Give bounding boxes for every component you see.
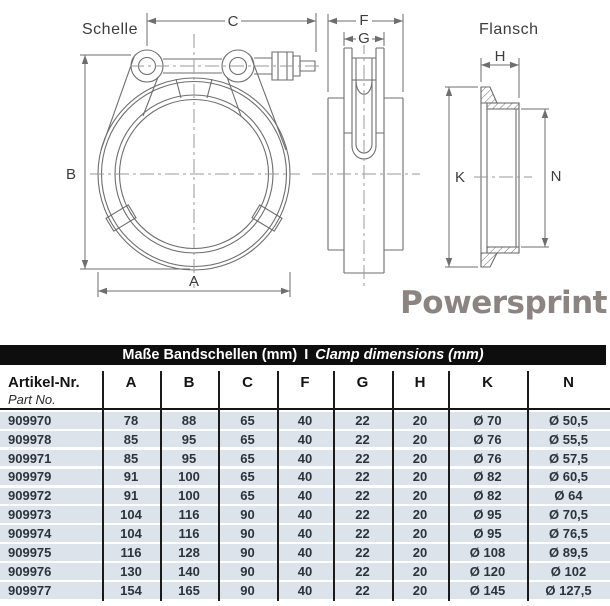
dim-cell-n: Ø 64	[554, 488, 583, 504]
dim-cell-f: 40	[297, 526, 313, 542]
column-header-h: H	[414, 374, 426, 391]
dim-cell-n: Ø 76,5	[548, 526, 589, 542]
dim-cell-f: 40	[297, 469, 313, 485]
dim-cell-n: Ø 89,5	[548, 544, 589, 560]
dim-label-f: F	[359, 12, 369, 29]
dim-cell-k: Ø 108	[469, 544, 506, 560]
dim-cell-f: 40	[297, 488, 313, 504]
dim-label-b: B	[65, 166, 77, 183]
dim-cell-g: 22	[355, 563, 370, 579]
dim-label-h: H	[494, 48, 506, 65]
table-row	[0, 469, 610, 486]
dim-cell-b: 95	[181, 450, 197, 466]
dim-cell-n: Ø 127,5	[545, 582, 592, 598]
dim-cell-b: 88	[181, 412, 197, 428]
dim-cell-a: 104	[120, 507, 142, 523]
part-number-cell: 909970	[8, 412, 52, 428]
table-row	[0, 582, 610, 599]
column-divider	[102, 371, 104, 601]
dim-cell-k: Ø 76	[473, 450, 502, 466]
column-header-f: F	[300, 374, 310, 391]
column-header-c: C	[242, 374, 253, 391]
dim-cell-c: 90	[240, 544, 255, 560]
table-row	[0, 450, 610, 467]
dim-label-a: A	[188, 273, 200, 290]
dim-cell-a: 85	[123, 450, 139, 466]
column-divider	[277, 371, 279, 601]
dim-cell-k: Ø 70	[473, 412, 502, 428]
part-number-cell: 909974	[8, 526, 52, 542]
dim-cell-n: Ø 50,5	[548, 412, 589, 428]
dim-cell-g: 22	[355, 469, 370, 485]
dim-cell-g: 22	[355, 412, 370, 428]
column-header-k: K	[482, 374, 493, 391]
dim-cell-g: 22	[355, 488, 370, 504]
dim-cell-h: 20	[412, 488, 428, 504]
column-divider	[392, 371, 394, 601]
dim-cell-k: Ø 95	[473, 507, 502, 523]
dim-cell-g: 22	[355, 431, 370, 447]
table-row	[0, 488, 610, 505]
table-title-english: Clamp dimensions (mm)	[315, 347, 484, 363]
dim-cell-b: 116	[178, 507, 200, 523]
dim-cell-h: 20	[412, 507, 428, 523]
dim-cell-n: Ø 55,5	[548, 431, 589, 447]
dim-cell-a: 154	[120, 582, 142, 598]
dim-cell-f: 40	[297, 412, 313, 428]
dim-cell-g: 22	[355, 526, 370, 542]
part-header-sublabel: Part No.	[8, 392, 56, 407]
part-number-cell: 909973	[8, 507, 52, 523]
dim-cell-a: 91	[123, 488, 139, 504]
clamp-view-title: Schelle	[82, 21, 138, 38]
flange-cross-section	[445, 58, 549, 267]
dim-cell-c: 65	[240, 431, 255, 447]
dim-cell-b: 100	[178, 488, 200, 504]
dim-cell-h: 20	[412, 582, 428, 598]
dim-cell-f: 40	[297, 431, 313, 447]
dim-cell-b: 100	[178, 469, 200, 485]
part-number-cell: 909977	[8, 582, 52, 598]
dim-cell-h: 20	[412, 563, 428, 579]
dim-label-g: G	[358, 30, 370, 47]
column-header-b: B	[183, 374, 195, 391]
dim-cell-b: 140	[178, 563, 200, 579]
dim-cell-h: 20	[412, 544, 428, 560]
dim-cell-c: 65	[240, 412, 255, 428]
dim-label-c: C	[227, 13, 239, 30]
dim-cell-h: 20	[412, 526, 428, 542]
part-number-cell: 909976	[8, 563, 52, 579]
dim-cell-c: 90	[240, 582, 255, 598]
dim-cell-k: Ø 120	[469, 563, 506, 579]
dim-cell-g: 22	[355, 507, 370, 523]
flange-view-title: Flansch	[479, 21, 539, 38]
dim-cell-a: 78	[123, 412, 139, 428]
table-row	[0, 506, 610, 523]
dim-cell-b: 95	[181, 431, 197, 447]
column-header-g: G	[356, 374, 369, 391]
column-divider	[160, 371, 162, 601]
dim-cell-k: Ø 82	[473, 488, 502, 504]
dim-cell-h: 20	[412, 450, 428, 466]
part-number-cell: 909972	[8, 488, 52, 504]
header-underline	[0, 408, 610, 410]
dim-label-n: N	[550, 168, 562, 185]
powersprint-logo: Powersprint	[400, 285, 607, 321]
table-row	[0, 431, 610, 448]
table-header-row	[0, 371, 610, 408]
dim-cell-c: 90	[240, 563, 255, 579]
dim-cell-g: 22	[355, 582, 370, 598]
dim-cell-c: 65	[240, 450, 255, 466]
dim-cell-b: 128	[178, 544, 200, 560]
dim-cell-f: 40	[297, 582, 313, 598]
table-row	[0, 563, 610, 580]
dim-label-k: K	[454, 169, 466, 186]
dim-cell-k: Ø 95	[473, 526, 502, 542]
dim-cell-f: 40	[297, 544, 313, 560]
dim-cell-a: 91	[123, 469, 139, 485]
dim-cell-a: 104	[120, 526, 142, 542]
dim-cell-f: 40	[297, 507, 313, 523]
dim-cell-a: 116	[120, 544, 142, 560]
dim-cell-f: 40	[297, 450, 313, 466]
table-title-german: Maße Bandschellen (mm)	[122, 347, 298, 363]
dim-cell-g: 22	[355, 450, 370, 466]
dim-cell-f: 40	[297, 563, 313, 579]
dim-cell-g: 22	[355, 544, 370, 560]
clamp-side-view	[312, 13, 420, 288]
clamp-front-view	[80, 12, 322, 297]
dim-cell-k: Ø 76	[473, 431, 502, 447]
dim-cell-h: 20	[412, 412, 428, 428]
column-header-part	[0, 371, 102, 408]
part-number-cell: 909979	[8, 469, 52, 485]
dim-cell-h: 20	[412, 431, 428, 447]
part-number-cell: 909978	[8, 431, 52, 447]
dim-cell-c: 65	[240, 488, 255, 504]
dim-cell-a: 85	[123, 431, 139, 447]
column-divider	[527, 371, 529, 601]
dim-cell-h: 20	[412, 469, 428, 485]
column-header-n: N	[563, 374, 574, 391]
column-divider	[448, 371, 450, 601]
table-row	[0, 544, 610, 561]
part-number-cell: 909971	[8, 450, 52, 466]
dim-cell-b: 116	[178, 526, 200, 542]
table-row	[0, 525, 610, 542]
dim-cell-k: Ø 82	[473, 469, 502, 485]
part-header-label: Artikel-Nr.	[8, 374, 80, 391]
part-number-cell: 909975	[8, 544, 52, 560]
dim-cell-n: Ø 102	[550, 563, 587, 579]
dim-cell-c: 90	[240, 507, 255, 523]
dim-cell-c: 65	[240, 469, 255, 485]
table-row	[0, 412, 610, 429]
dim-cell-n: Ø 70,5	[548, 507, 589, 523]
dim-cell-n: Ø 57,5	[548, 450, 589, 466]
dim-cell-c: 90	[240, 526, 255, 542]
column-divider	[218, 371, 220, 601]
table-body	[0, 412, 610, 601]
dim-cell-k: Ø 145	[469, 582, 506, 598]
dim-cell-b: 165	[178, 582, 200, 598]
table-title-bar	[0, 345, 606, 365]
dim-cell-a: 130	[120, 563, 142, 579]
table-title-separator: I	[304, 347, 309, 363]
column-divider	[333, 371, 335, 601]
column-header-a: A	[125, 374, 137, 391]
dim-cell-n: Ø 60,5	[548, 469, 589, 485]
